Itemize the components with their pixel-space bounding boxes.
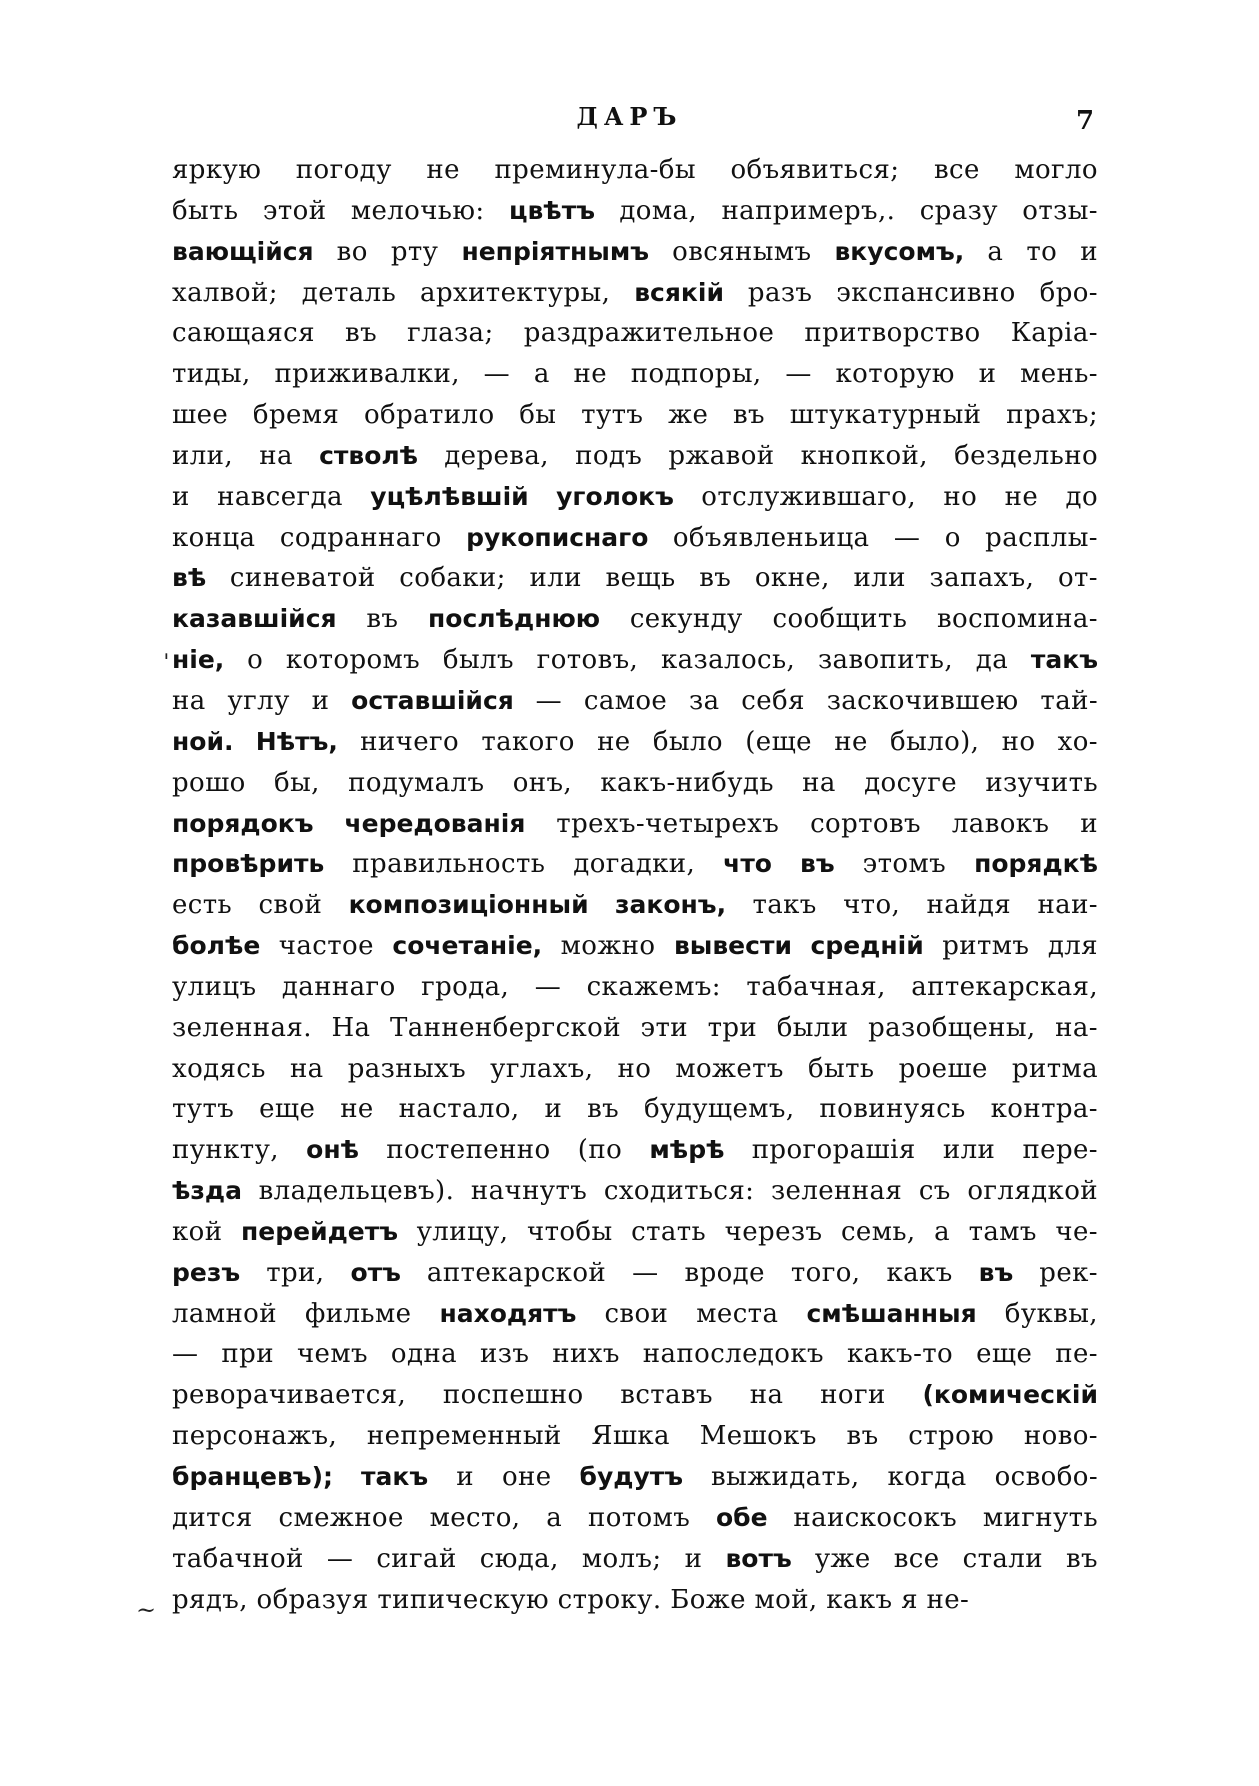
text-line bbox=[172, 1416, 1098, 1457]
bold-overprint-word: уцѣлѣвшій уголокъ bbox=[370, 481, 674, 511]
text-run: можно bbox=[542, 931, 674, 962]
bold-overprint-word: перейдетъ bbox=[241, 1216, 399, 1246]
text-run: дома, напримеръ,. сразу отзы- bbox=[594, 195, 1098, 226]
text-run: овсянымъ bbox=[649, 236, 835, 267]
text-line bbox=[172, 1253, 1098, 1294]
bold-overprint-word: бранцевъ); такъ bbox=[172, 1462, 429, 1491]
text-run: въ bbox=[336, 604, 429, 635]
bold-overprint-word: послѣднюю bbox=[428, 604, 601, 634]
text-line bbox=[172, 844, 1098, 885]
text-run: тиды, приживалки, — а не подпоры, — которую и мень- bbox=[172, 359, 1098, 390]
text-line bbox=[172, 1334, 1098, 1375]
text-run: прогорашія или пере- bbox=[724, 1135, 1098, 1166]
bold-overprint-word: всякій bbox=[634, 277, 724, 307]
bold-overprint-word: отъ bbox=[350, 1257, 401, 1287]
text-line bbox=[172, 1539, 1098, 1580]
text-run: во рту bbox=[313, 236, 462, 267]
text-run: дится смежное место, а потомъ bbox=[172, 1502, 716, 1533]
text-run: персонажъ, непременный Яшка Мешокъ въ строю ново- bbox=[172, 1421, 1098, 1452]
text-run: трехъ-четырехъ сортовъ лавокъ и bbox=[525, 808, 1099, 839]
text-line bbox=[172, 885, 1098, 926]
bold-overprint-word: ной. Нѣтъ, bbox=[172, 726, 338, 756]
text-run: рядъ, образуя типическую строку. Боже мой, какъ я не- bbox=[172, 1584, 970, 1615]
page-number: 7 bbox=[1076, 106, 1095, 136]
text-run: три, bbox=[240, 1257, 351, 1288]
text-run: ламной фильме bbox=[172, 1298, 440, 1329]
bold-overprint-word: находятъ bbox=[439, 1298, 577, 1328]
text-run: ничего такого не было (еще не было), но хо- bbox=[337, 726, 1098, 757]
text-line bbox=[172, 804, 1098, 845]
text-line bbox=[172, 477, 1098, 518]
bold-overprint-word: вкусомъ, bbox=[834, 236, 965, 266]
bold-overprint-word: вѣ bbox=[172, 563, 207, 593]
bold-overprint-word: вающійся bbox=[172, 236, 314, 266]
text-line bbox=[172, 558, 1098, 599]
text-run: и оне bbox=[428, 1462, 580, 1492]
text-run: буквы, bbox=[976, 1298, 1098, 1329]
text-line bbox=[172, 395, 1098, 436]
text-run: улицу, чтобы стать черезъ семь, а тамъ че- bbox=[398, 1216, 1098, 1247]
bold-overprint-word: обе bbox=[716, 1502, 768, 1532]
text-line bbox=[172, 1171, 1098, 1212]
text-line bbox=[172, 681, 1098, 722]
text-run: рошо бы, подумалъ онъ, какъ-нибудь на досуге изучить bbox=[172, 767, 1098, 798]
text-run: яркую погоду не преминула-бы объявиться; все могло bbox=[172, 155, 1098, 185]
text-run: постепенно (по bbox=[359, 1135, 650, 1166]
text-line bbox=[172, 599, 1098, 640]
text-run: реворачивается, поспешно вставъ на ноги bbox=[172, 1380, 923, 1411]
text-line bbox=[172, 1049, 1098, 1090]
text-run: правильность догадки, bbox=[324, 849, 724, 880]
text-run: разъ экспансивно бро- bbox=[723, 277, 1098, 308]
bold-overprint-word: композиціонный законъ, bbox=[348, 890, 727, 920]
text-line bbox=[172, 313, 1098, 354]
text-line bbox=[172, 1457, 1098, 1498]
running-title: ДАРЪ bbox=[576, 102, 683, 131]
text-run: владельцевъ). начнутъ сходиться: зеленная съ оглядкой bbox=[241, 1176, 1098, 1207]
text-run: частое bbox=[260, 931, 393, 962]
text-line bbox=[172, 354, 1098, 395]
bold-overprint-word: стволѣ bbox=[319, 440, 419, 470]
text-run: на углу и bbox=[172, 685, 352, 716]
text-line bbox=[172, 1008, 1098, 1049]
bold-overprint-word: такъ bbox=[1030, 645, 1098, 675]
text-line bbox=[172, 518, 1098, 559]
text-run: ритмъ для bbox=[923, 931, 1098, 962]
text-run: наискосокъ мигнуть bbox=[767, 1502, 1098, 1533]
bold-overprint-word: ніе, bbox=[172, 645, 225, 675]
text-run: такъ что, найдя наи- bbox=[726, 890, 1098, 921]
text-run: улицъ даннаго грода, — скажемъ: табачная, аптекарская, bbox=[172, 971, 1098, 1002]
bold-overprint-word: провѣрить bbox=[172, 849, 325, 879]
text-line bbox=[172, 967, 1098, 1008]
text-run: уже все стали въ bbox=[791, 1543, 1098, 1574]
text-run: конца содраннаго bbox=[172, 522, 467, 553]
text-run: кой bbox=[172, 1216, 241, 1247]
bold-overprint-word: вотъ bbox=[725, 1543, 792, 1573]
bold-overprint-word: порядкѣ bbox=[974, 849, 1099, 879]
text-run: дерева, подъ ржавой кнопкой, бездельно bbox=[418, 440, 1098, 471]
text-run: быть этой мелочью: bbox=[172, 195, 509, 226]
bold-overprint-word: ѣзда bbox=[172, 1176, 242, 1206]
text-line bbox=[172, 436, 1098, 477]
text-run: свои места bbox=[576, 1298, 807, 1329]
text-line bbox=[172, 1089, 1098, 1130]
text-run: о которомъ былъ готовъ, казалось, завопить, да bbox=[224, 645, 1031, 676]
bold-overprint-word: казавшійся bbox=[172, 604, 337, 634]
text-line bbox=[172, 1294, 1098, 1335]
text-line bbox=[172, 191, 1098, 232]
body-text bbox=[172, 150, 1098, 1620]
bold-overprint-word: смѣшанныя bbox=[806, 1298, 977, 1328]
bold-overprint-word: вывести средній bbox=[673, 931, 924, 961]
text-run: зеленная. На Танненбергской эти три были разобщены, на- bbox=[172, 1012, 1098, 1043]
text-run: синеватой собаки; или вещь въ окне, или запахъ, от- bbox=[206, 563, 1098, 594]
bold-overprint-word: резъ bbox=[172, 1257, 241, 1287]
text-run: сающаяся въ глаза; раздражительное притворство Каріа- bbox=[172, 318, 1098, 349]
print-speck: ~ bbox=[136, 1596, 157, 1624]
text-line bbox=[172, 1130, 1098, 1171]
text-line bbox=[172, 1580, 1098, 1621]
text-line bbox=[172, 273, 1098, 314]
text-run: этомъ bbox=[834, 849, 975, 880]
text-run: шее бремя обратило бы тутъ же въ штукатурный прахъ; bbox=[172, 400, 1098, 431]
text-run: табачной — сигай сюда, молъ; и bbox=[172, 1543, 726, 1574]
text-run: халвой; деталь архитектуры, bbox=[172, 277, 635, 308]
text-line bbox=[172, 640, 1098, 681]
text-run: и навсегда bbox=[172, 481, 371, 512]
bold-overprint-word: непріятнымъ bbox=[461, 236, 650, 266]
text-run: секунду сообщить воспомина- bbox=[600, 604, 1098, 635]
text-line bbox=[172, 763, 1098, 804]
print-speck: ˌ bbox=[163, 634, 170, 662]
text-run: а то и bbox=[964, 236, 1098, 267]
text-run: аптекарской — вроде того, какъ bbox=[400, 1257, 979, 1288]
text-line bbox=[172, 722, 1098, 763]
bold-overprint-word: (комическій bbox=[922, 1380, 1098, 1410]
bold-overprint-word: болѣе bbox=[172, 931, 261, 961]
text-run: ходясь на разныхъ углахъ, но можетъ быть роеше ритма bbox=[172, 1053, 1098, 1084]
bold-overprint-word: сочетаніе, bbox=[392, 931, 543, 961]
text-line bbox=[172, 150, 1098, 191]
bold-overprint-word: что въ bbox=[723, 849, 835, 879]
text-run: рек- bbox=[1013, 1257, 1098, 1288]
text-line bbox=[172, 926, 1098, 967]
bold-overprint-word: будутъ bbox=[579, 1462, 684, 1491]
bold-overprint-word: въ bbox=[978, 1257, 1014, 1287]
text-line bbox=[172, 1212, 1098, 1253]
bold-overprint-word: онѣ bbox=[306, 1135, 360, 1165]
text-run: или, на bbox=[172, 440, 320, 471]
text-line bbox=[172, 232, 1098, 273]
text-run: отслужившаго, но не до bbox=[673, 481, 1098, 512]
bold-overprint-word: порядокъ чередованія bbox=[172, 808, 526, 838]
text-run: тутъ еще не настало, и въ будущемъ, повинуясь контра- bbox=[172, 1094, 1098, 1125]
text-line bbox=[172, 1498, 1098, 1539]
text-run: — при чемъ одна изъ нихъ напоследокъ какъ-то еще пе- bbox=[172, 1339, 1098, 1370]
bold-overprint-word: оставшійся bbox=[351, 685, 514, 715]
text-line bbox=[172, 1375, 1098, 1416]
bold-overprint-word: мѣрѣ bbox=[649, 1135, 725, 1165]
text-run: объявленьица — о расплы- bbox=[648, 522, 1098, 553]
text-run: выжидать, когда освобо- bbox=[683, 1462, 1099, 1492]
text-run: — самое за себя заскочившею тай- bbox=[513, 685, 1099, 716]
text-run: есть свой bbox=[172, 890, 349, 921]
bold-overprint-word: рукописнаго bbox=[466, 522, 649, 552]
text-run: пункту, bbox=[172, 1135, 307, 1166]
bold-overprint-word: цвѣтъ bbox=[508, 195, 595, 225]
